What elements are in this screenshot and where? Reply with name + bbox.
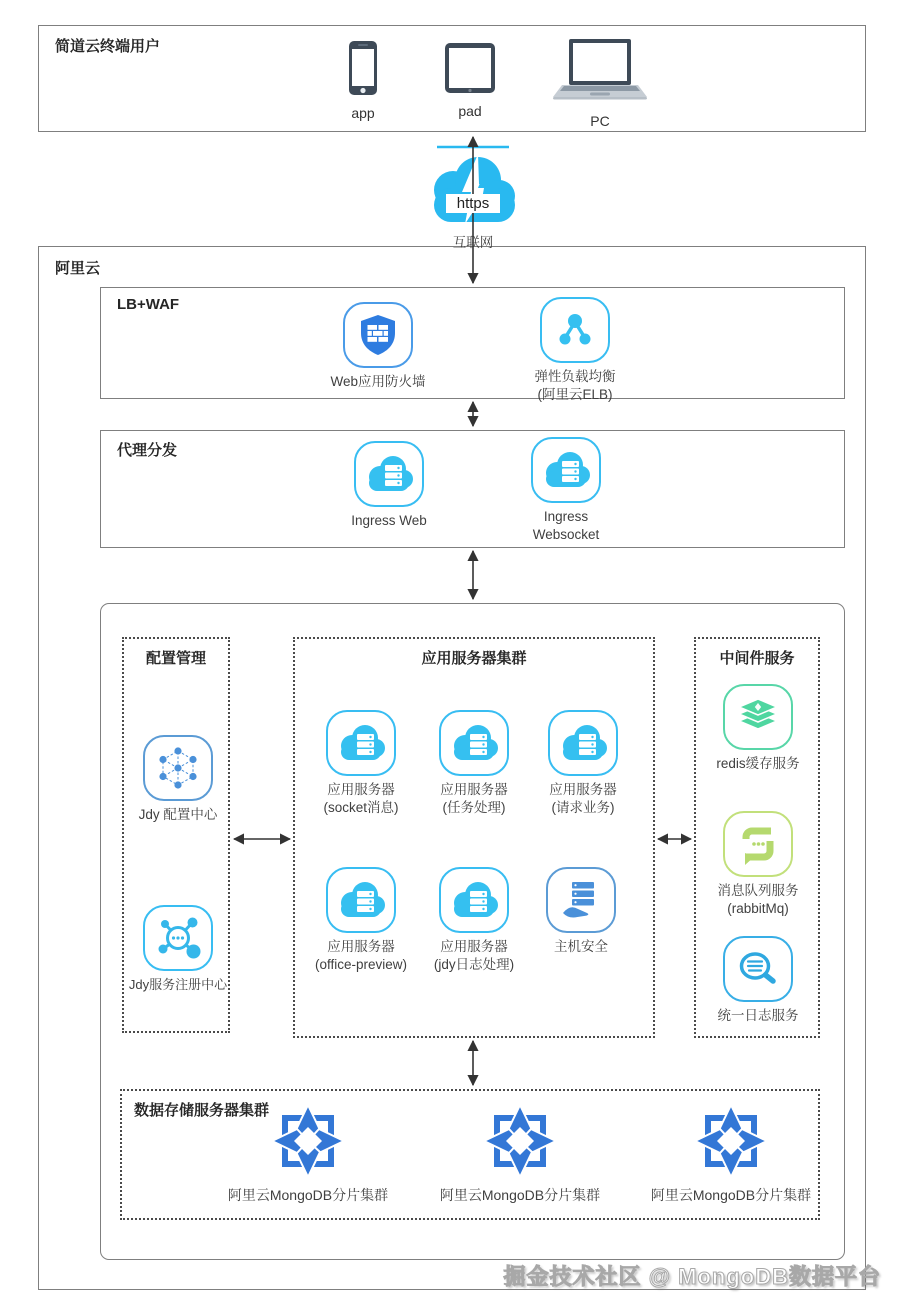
node-ingress-websocket: Ingress Websocket — [496, 437, 636, 544]
molecule-hub-icon — [143, 905, 213, 971]
hexagon-network-icon — [143, 735, 213, 801]
node-app-server-task: 应用服务器 (任务处理) — [404, 710, 544, 817]
node-app-server-socket: 应用服务器 (socket消息) — [291, 710, 431, 817]
aliyun-title: 阿里云 — [55, 260, 101, 277]
app-cluster-title: 应用服务器集群 — [421, 650, 527, 667]
redis-label: redis缓存服务 — [716, 756, 800, 771]
ingress-web-label: Ingress Web — [351, 513, 427, 528]
device-pc-label: PC — [590, 113, 610, 129]
message-queue-icon — [723, 811, 793, 877]
node-redis — [688, 684, 828, 773]
app-server-office-label: 应用服务器 — [327, 939, 395, 954]
mongodb-shard-icon — [694, 1104, 768, 1183]
node-jdy-registry-center — [108, 905, 248, 993]
tablet-icon — [444, 42, 496, 99]
lbwaf-box — [100, 287, 845, 399]
node-elb: 弹性负载均衡 (阿里云ELB) — [505, 297, 645, 404]
mongodb-shard-icon — [483, 1104, 557, 1183]
app-server-log-label: 应用服务器 — [440, 939, 508, 954]
app-server-socket-label: 应用服务器 — [327, 782, 395, 797]
waf-shield-icon — [343, 302, 413, 368]
elb-icon — [540, 297, 610, 363]
unified-log-label: 统一日志服务 — [717, 1008, 799, 1023]
cloud-server-icon — [354, 441, 424, 507]
mongodb-shard-label: 阿里云MongoDB分片集群 — [227, 1187, 389, 1203]
node-jdy-config-center — [108, 735, 248, 824]
node-unified-log — [688, 936, 828, 1025]
redis-stack-icon — [723, 684, 793, 750]
node-mongodb-shard-3 — [621, 1104, 841, 1204]
node-mongodb-shard-1 — [198, 1104, 418, 1204]
device-pc — [552, 38, 648, 129]
node-app-server-office: 应用服务器 (office-preview) — [291, 867, 431, 974]
device-app — [333, 40, 393, 121]
middleware-title: 中间件服务 — [719, 650, 795, 667]
ingress-websocket-label: Ingress — [543, 509, 589, 524]
jdy-config-label: Jdy 配置中心 — [138, 807, 218, 822]
proxy-title: 代理分发 — [117, 442, 178, 459]
node-host-security — [511, 867, 651, 956]
log-search-icon — [723, 936, 793, 1002]
app-server-cluster-box — [293, 637, 655, 1038]
config-title: 配置管理 — [145, 650, 206, 667]
device-pad-label: pad — [458, 103, 482, 119]
node-mongodb-shard-2 — [410, 1104, 630, 1204]
app-server-task-label: 应用服务器 — [440, 782, 508, 797]
cloud-server-icon — [531, 437, 601, 503]
proxy-box — [100, 430, 845, 548]
cloud-server-icon — [548, 710, 618, 776]
elb-label: 弹性负载均衡 — [534, 369, 616, 384]
lbwaf-title: LB+WAF — [117, 296, 180, 313]
node-app-server-request: 应用服务器 (请求业务) — [513, 710, 653, 817]
mongodb-shard-label: 阿里云MongoDB分片集群 — [439, 1187, 601, 1203]
cloud-server-icon — [326, 867, 396, 933]
host-security-icon — [546, 867, 616, 933]
node-rabbitmq: 消息队列服务 (rabbitMq) — [688, 811, 828, 918]
terminal-users-title: 简道云终端用户 — [55, 38, 161, 55]
waf-label: Web应用防火墙 — [330, 374, 426, 389]
storage-title: 数据存储服务器集群 — [134, 1102, 270, 1119]
mongodb-shard-label: 阿里云MongoDB分片集群 — [650, 1187, 812, 1203]
watermark-text: 掘金技术社区 @ MongoDB数据平台 — [503, 1264, 881, 1289]
laptop-icon — [552, 38, 648, 109]
node-waf — [308, 302, 448, 391]
app-server-request-label: 应用服务器 — [549, 782, 617, 797]
https-label: https — [446, 194, 500, 213]
cloud-server-icon — [326, 710, 396, 776]
internet-caption: 互联网 — [452, 235, 494, 250]
rabbitmq-label: 消息队列服务 — [717, 883, 799, 898]
cloud-server-icon — [439, 710, 509, 776]
device-pad — [440, 42, 500, 119]
node-ingress-web — [319, 441, 459, 530]
jdy-registry-label: Jdy服务注册中心 — [128, 977, 228, 992]
mongodb-shard-icon — [271, 1104, 345, 1183]
internet-cloud-icon — [423, 142, 523, 234]
phone-icon — [348, 40, 378, 101]
device-app-label: app — [351, 105, 375, 121]
host-security-label: 主机安全 — [554, 939, 608, 954]
node-app-server-log: 应用服务器 (jdy日志处理) — [404, 867, 544, 974]
cloud-server-icon — [439, 867, 509, 933]
